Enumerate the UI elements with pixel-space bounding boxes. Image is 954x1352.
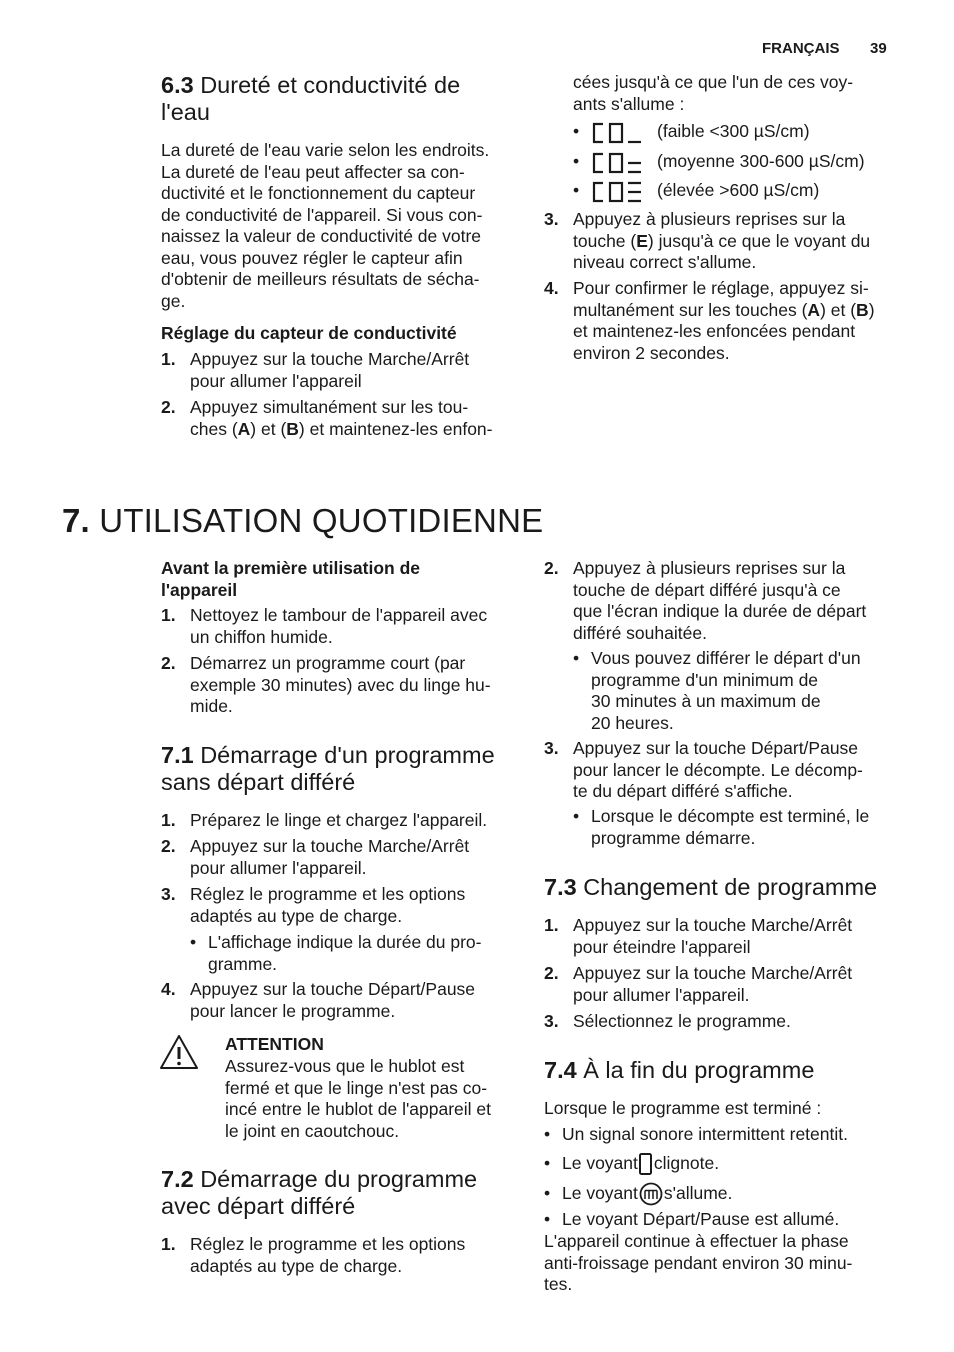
warning-triangle-icon (159, 1034, 199, 1070)
section-title: Démarrage d'un programme sans départ différé (161, 742, 495, 795)
level-item-medium: • (moyenne 300-600 µS/cm) (573, 151, 865, 175)
display-c0-high-icon (591, 180, 643, 204)
chapter-7-heading (62, 502, 543, 540)
list-item: 3. Appuyez à plusieurs reprises sur la touche (E) jusqu'à ce que le voyant du niveau correct s'allume. (544, 209, 871, 272)
list-item: 1. Appuyez sur la touche Marche/Arrêt pour allumer l'appareil (161, 349, 470, 391)
level-item-low: • (faible <300 µS/cm) (573, 121, 810, 145)
list-item: 1. Préparez le linge et chargez l'appareil. (161, 810, 488, 830)
section-title: À la fin du programme (576, 1057, 815, 1083)
attention-text: Assurez-vous que le hublot est fermé et que le linge n'est pas co- incé entre le hublot de l'appareil et le joint en caoutchouc. (225, 1056, 492, 1141)
page-number: 39 (870, 40, 887, 57)
section-7-3-heading (544, 874, 914, 901)
section-number: 7.2 (161, 1166, 194, 1192)
anti-crease-icon (638, 1182, 664, 1206)
chapter-title: UTILISATION QUOTIDIENNE (89, 502, 544, 539)
section-7-4-heading (544, 1057, 914, 1084)
section-6-3-heading (161, 72, 521, 126)
section-title: Démarrage du programme avec départ différé (161, 1166, 478, 1219)
list-item: 3. Appuyez sur la touche Départ/Pause pour lancer le décompte. Le décomp- te du départ différé s'affiche. (544, 738, 863, 801)
list-item: 2. Appuyez simultanément sur les tou- ches (A) et (B) et maintenez-les enfon- (161, 397, 493, 439)
before-first-use-heading: Avant la première utilisation de l'appareil (161, 558, 421, 600)
section-number: 7.3 (544, 874, 577, 900)
section-number: 7.4 (544, 1057, 577, 1083)
list-item: 2. Appuyez sur la touche Marche/Arrêt pour allumer l'appareil. (544, 963, 853, 1005)
bullet-item: • Vous pouvez différer le départ d'un programme d'un minimum de 30 minutes à un maximum de 20 heures. (573, 648, 861, 733)
bullet-item: • Un signal sonore intermittent retentit. (544, 1124, 848, 1144)
list-item: 4. Appuyez sur la touche Départ/Pause pour lancer le programme. (161, 979, 476, 1021)
bullet-item: • L'affichage indique la durée du pro- gramme. (190, 932, 482, 974)
end-outro: L'appareil continue à effectuer la phase anti-froissage pendant environ 30 minu- tes. (544, 1231, 853, 1294)
list-item: 1. Appuyez sur la touche Marche/Arrêt pour éteindre l'appareil (544, 915, 853, 957)
section-title: Dureté et conductivité de l'eau (161, 72, 461, 125)
bullet-item: • Le voyant s'allume. (544, 1182, 732, 1206)
list-item: 3. Réglez le programme et les options adaptés au type de charge. (161, 884, 466, 926)
list-item: 2. Appuyez sur la touche Marche/Arrêt pour allumer l'appareil. (161, 836, 470, 878)
section-7-1-heading (161, 742, 531, 796)
end-intro: Lorsque le programme est terminé : (544, 1098, 822, 1118)
list-item: 2. Démarrez un programme court (par exemple 30 minutes) avec du linge hu- mide. (161, 653, 491, 716)
bullet-item: • Le voyant clignote. (544, 1152, 719, 1176)
list-item: 2. Appuyez à plusieurs reprises sur la touche de départ différé jusqu'à ce que l'écran indique la durée de départ différé souhaitée. (544, 558, 867, 643)
header-language: FRANÇAIS (762, 40, 840, 57)
display-c0-medium-icon (591, 151, 643, 175)
chapter-number: 7. (62, 502, 90, 539)
continued-text: cées jusqu'à ce que l'un de ces voy- ants s'allume : (573, 72, 854, 114)
list-item: 4. Pour confirmer le réglage, appuyez si- multanément sur les touches (A) et (B) et maintenez-les enfoncées pendant environ 2 secondes. (544, 278, 875, 363)
display-segment-icon (638, 1152, 654, 1176)
attention-title: ATTENTION (225, 1034, 324, 1054)
list-item: 3. Sélectionnez le programme. (544, 1011, 791, 1031)
section-number: 7.1 (161, 742, 194, 768)
section-6-3-intro: La dureté de l'eau varie selon les endroits. La dureté de l'eau peut affecter sa con- ductivité et le fonctionnement du capteur de conductivité de l'appareil. Si vous con- naissez la valeur de conductivité de votre eau, vous pouvez régler le capteur afin d'obtenir de meilleurs résultats de sécha- ge. (161, 140, 490, 311)
section-title: Changement de programme (576, 874, 878, 900)
section-number: 6.3 (161, 72, 194, 98)
sensor-subheading: Réglage du capteur de conductivité (161, 323, 457, 343)
display-c0-low-icon (591, 121, 643, 145)
bullet-item: • Lorsque le décompte est terminé, le programme démarre. (573, 806, 870, 848)
level-item-high: • (élevée >600 µS/cm) (573, 180, 819, 204)
section-7-2-heading (161, 1166, 531, 1220)
list-item: 1. Réglez le programme et les options adaptés au type de charge. (161, 1234, 466, 1276)
bullet-item: • Le voyant Départ/Pause est allumé. (544, 1209, 840, 1229)
list-item: 1. Nettoyez le tambour de l'appareil avec un chiffon humide. (161, 605, 488, 647)
